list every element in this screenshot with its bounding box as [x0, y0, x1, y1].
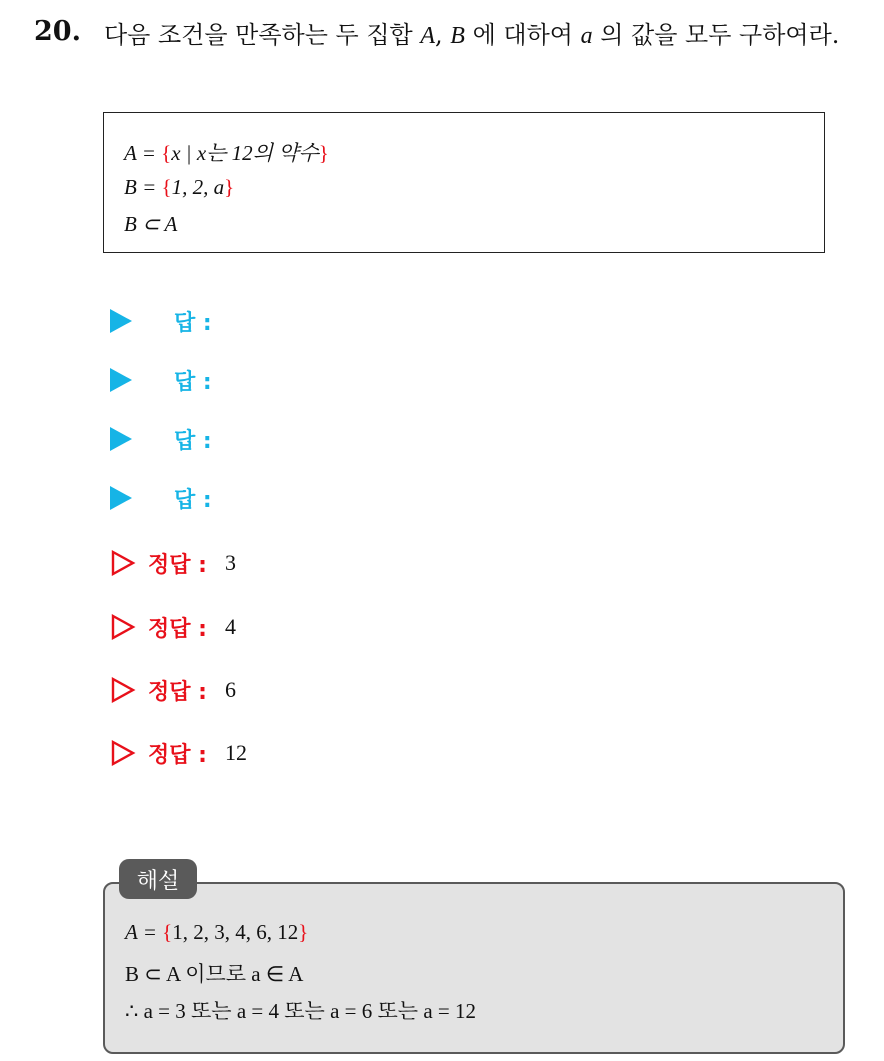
- triangle-outline-icon: [110, 614, 136, 640]
- key-answer-label: 정답 :: [148, 742, 207, 768]
- condition-line-3: [124, 212, 177, 237]
- set-a-symbol: A: [420, 23, 436, 49]
- answer-row-4[interactable]: [110, 481, 212, 515]
- key-answer-label: 정답 :: [148, 552, 207, 578]
- solution-line-3: [125, 995, 476, 1025]
- triangle-outline-icon: [110, 550, 136, 576]
- answer-row-2[interactable]: [110, 363, 212, 397]
- triangle-play-icon: [110, 427, 132, 451]
- question-text: [104, 16, 864, 56]
- brace-close: }: [298, 920, 309, 944]
- key-answer-label: 정답 :: [148, 616, 207, 642]
- triangle-play-icon: [110, 309, 132, 333]
- condition-lhs: B =: [124, 175, 162, 199]
- question-text-part1: 다음 조건을 만족하는 두 집합: [104, 21, 421, 49]
- condition-box: [103, 112, 825, 253]
- brace-close: }: [224, 175, 235, 199]
- solution-set-body: 1, 2, 3, 4, 6, 12: [172, 920, 299, 944]
- brace-open: {: [162, 920, 173, 944]
- key-answer-value: 3: [224, 550, 236, 575]
- solution-line-2: [125, 958, 303, 988]
- solution-box: [103, 882, 845, 1054]
- triangle-play-icon: [110, 368, 132, 392]
- key-answer-row-4: [110, 736, 247, 770]
- question-number: 20.: [34, 16, 81, 47]
- key-answer-row-3: [110, 673, 236, 707]
- set-b-symbol: B: [450, 23, 465, 49]
- solution-tab-label: 해설: [119, 859, 197, 899]
- answer-row-1[interactable]: [110, 304, 212, 338]
- solution-text: A =: [125, 920, 163, 944]
- triangle-outline-icon: [110, 740, 136, 766]
- answer-label: 답 :: [174, 369, 212, 395]
- condition-body: 1, 2, a: [171, 175, 225, 199]
- condition-line-1: [124, 137, 329, 167]
- variable-a: a: [580, 23, 593, 49]
- solution-line-1: [125, 920, 308, 945]
- condition-line-2: [124, 175, 234, 200]
- question-text-part2: 에 대하여: [464, 21, 581, 49]
- triangle-outline-icon: [110, 677, 136, 703]
- question-comma: ,: [435, 21, 451, 49]
- answer-label: 답 :: [174, 310, 212, 336]
- key-answer-label: 정답 :: [148, 679, 207, 705]
- solution-text: ∴ a = 3 또는 a = 4 또는 a = 6 또는 a = 12: [125, 999, 476, 1023]
- key-answer-row-2: [110, 610, 236, 644]
- condition-body: B ⊂ A: [124, 212, 178, 236]
- brace-open: {: [161, 175, 172, 199]
- brace-open: {: [161, 141, 172, 165]
- brace-close: }: [318, 141, 329, 165]
- key-answer-row-1: [110, 546, 236, 580]
- answer-label: 답 :: [174, 487, 212, 513]
- key-answer-value: 12: [224, 740, 247, 765]
- key-answer-value: 4: [224, 614, 236, 639]
- condition-lhs: A =: [124, 141, 162, 165]
- answer-label: 답 :: [174, 428, 212, 454]
- key-answer-value: 6: [224, 677, 236, 702]
- answer-row-3[interactable]: [110, 422, 212, 456]
- triangle-play-icon: [110, 486, 132, 510]
- question-text-part3: 의 값을 모두 구하여라.: [592, 21, 840, 49]
- solution-text: B ⊂ A 이므로 a ∈ A: [125, 962, 304, 986]
- condition-body: x | x는 12의 약수: [171, 141, 319, 165]
